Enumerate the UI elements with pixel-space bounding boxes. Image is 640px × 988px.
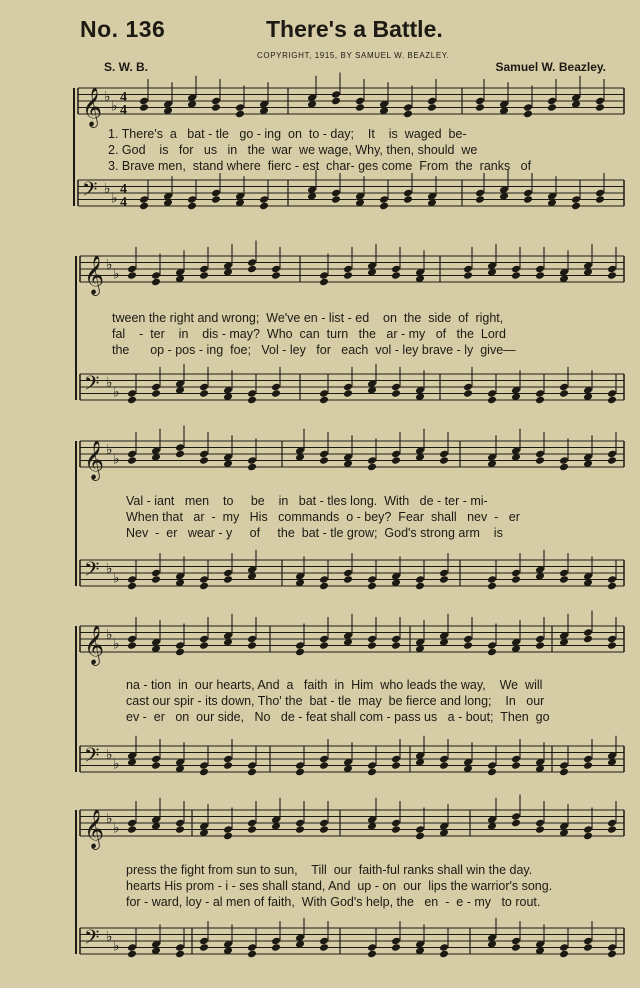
flat-icon: ♭ [106,810,113,827]
treble-clef-icon: 𝄞 [84,255,105,295]
flat-icon: ♭ [113,820,120,837]
lyric-line: na - tion in our hearts, And a faith in Him who leads the way, We will [126,678,543,692]
note-head [199,641,209,650]
hymn-title: There's a Battle. [266,16,443,42]
time-signature-top: 4 [120,90,127,105]
time-signature-bottom: 4 [120,195,127,210]
note-head [247,463,257,472]
bass-clef-icon: 𝄢 [82,177,98,206]
note-head [439,456,449,465]
hymn-number: No. 136 [80,16,166,42]
note-head [199,582,209,591]
note-head [607,582,617,591]
flat-icon: ♭ [113,384,120,401]
note-head [559,463,569,472]
note-head [391,761,401,770]
note-head [391,943,401,952]
lyric-line: hearts His prom - i - ses shall stand, And up - on our lips the warrior's song. [126,879,553,893]
note-head [319,582,329,591]
note-head [391,641,401,650]
note-head [295,768,305,777]
note-head [391,456,401,465]
flat-icon: ♭ [106,441,113,458]
note-head [259,202,269,211]
lyric-line: 1. There's a bat - tle go - ing on to - day; It is waged be- [108,127,467,141]
note-head [535,396,545,405]
note-head [403,110,413,119]
note-head [511,943,521,952]
flat-icon: ♭ [113,451,120,468]
note-head [607,456,617,465]
note-head [535,825,545,834]
note-head [271,943,281,952]
treble-clef-icon: 𝄞 [84,625,105,665]
flat-icon: ♭ [113,570,120,587]
note-head [175,450,185,459]
note-head [127,582,137,591]
note-head [223,832,233,841]
note-head [607,396,617,405]
time-signature-top: 4 [120,182,127,197]
bass-clef-icon: 𝄢 [84,371,100,400]
note-head [247,950,257,959]
lyric-line: for - ward, loy - al men of faith, With God's help, the en - e - my to rout. [126,895,541,909]
note-head [559,950,569,959]
note-head [367,950,377,959]
flat-icon: ♭ [106,560,113,577]
note-head [475,195,485,204]
note-head [319,456,329,465]
note-head [319,641,329,650]
bass-clef-icon: 𝄢 [84,557,100,586]
note-head [511,761,521,770]
note-head [487,582,497,591]
note-head [463,641,473,650]
time-signature-bottom: 4 [120,103,127,118]
note-head [127,825,137,834]
note-head [595,103,605,112]
note-head [331,97,341,106]
note-head [607,825,617,834]
words-author: S. W. B. [104,60,149,74]
lyric-line: ev - er on our side, No de - feat shall com - pass us a - bout; Then go [126,710,550,724]
note-head [127,641,137,650]
note-head [187,202,197,211]
note-head [523,195,533,204]
note-head [559,389,569,398]
flat-icon: ♭ [111,98,118,115]
note-head [595,195,605,204]
lyric-line: cast our spir - its down, Tho' the bat - tle may be fierce and long; In our [126,694,545,708]
note-head [583,761,593,770]
note-head [607,641,617,650]
flat-icon: ♭ [106,746,113,763]
flat-icon: ♭ [104,180,111,197]
note-head [535,271,545,280]
bass-clef-icon: 𝄢 [84,743,100,772]
note-head [463,389,473,398]
note-head [367,582,377,591]
note-head [199,389,209,398]
lyric-line: Nev - er wear - y of the bat - tle grow; God's strong arm is [126,526,503,540]
note-head [175,648,185,657]
note-head [319,943,329,952]
note-head [403,195,413,204]
note-head [223,575,233,584]
note-head [247,641,257,650]
lyric-line: the op - pos - ing foe; Vol - ley for each vol - ley brave - ly give— [112,343,516,357]
note-head [439,950,449,959]
flat-icon: ♭ [111,190,118,207]
note-head [211,103,221,112]
lyric-line: tween the right and wrong; We've en - list - ed on the side of right, [112,311,504,325]
note-head [511,575,521,584]
note-head [367,463,377,472]
note-head [367,641,377,650]
note-head [475,103,485,112]
copyright-line: COPYRIGHT, 1915, BY SAMUEL W. BEAZLEY. [257,51,450,60]
note-head [439,575,449,584]
note-head [199,768,209,777]
bass-clef-icon: 𝄢 [84,925,100,954]
note-head [151,389,161,398]
note-head [139,202,149,211]
note-head [343,271,353,280]
note-head [607,271,617,280]
note-head [199,943,209,952]
music-composer: Samuel W. Beazley. [495,60,606,74]
note-head [463,271,473,280]
note-head [511,271,521,280]
note-head [439,761,449,770]
note-head [175,825,185,834]
note-head [199,456,209,465]
note-head [511,819,521,828]
note-head [235,110,245,119]
note-head [211,195,221,204]
note-head [319,396,329,405]
note-head [343,575,353,584]
flat-icon: ♭ [106,256,113,273]
note-head [319,825,329,834]
note-head [427,103,437,112]
note-head [607,950,617,959]
note-head [247,768,257,777]
flat-icon: ♭ [106,374,113,391]
note-head [271,389,281,398]
note-head [139,103,149,112]
note-head [223,761,233,770]
note-head [487,648,497,657]
lyric-line: When that ar - my His commands o - bey? Fear shall nev - er [126,510,520,524]
note-head [247,825,257,834]
note-head [559,768,569,777]
lyric-line: press the fight from sun to sun, Till our faith-ful ranks shall win the day. [126,863,533,877]
note-head [391,389,401,398]
note-head [199,271,209,280]
note-head [415,582,425,591]
note-head [487,396,497,405]
note-head [379,202,389,211]
note-head [343,389,353,398]
flat-icon: ♭ [104,88,111,105]
note-head [367,768,377,777]
treble-clef-icon: 𝄞 [84,809,105,849]
note-head [571,202,581,211]
note-head [523,110,533,119]
note-head [127,396,137,405]
lyric-line: 2. God is for us in the war we wage, Why, then, should we [108,143,478,157]
note-head [295,825,305,834]
note-head [295,648,305,657]
note-head [583,635,593,644]
flat-icon: ♭ [113,636,120,653]
note-head [127,950,137,959]
note-head [547,103,557,112]
note-head [151,761,161,770]
note-head [391,825,401,834]
note-head [391,271,401,280]
note-head [271,271,281,280]
note-head [127,271,137,280]
note-head [535,641,545,650]
note-head [319,278,329,287]
lyric-line: 3. Brave men, stand where fierc - est char- ges come From the ranks of [108,159,532,173]
note-head [151,575,161,584]
note-head [415,832,425,841]
note-head [559,575,569,584]
note-head [355,103,365,112]
flat-icon: ♭ [106,928,113,945]
note-head [127,456,137,465]
note-head [535,456,545,465]
note-head [175,950,185,959]
lyric-line: fal - ter in dis - may? Who can turn the ar - my of the Lord [112,327,506,341]
note-head [247,396,257,405]
note-head [151,278,161,287]
note-head [319,761,329,770]
note-head [583,943,593,952]
flat-icon: ♭ [113,938,120,955]
flat-icon: ♭ [113,266,120,283]
treble-clef-icon: 𝄞 [84,440,105,480]
note-head [331,195,341,204]
flat-icon: ♭ [106,626,113,643]
flat-icon: ♭ [113,756,120,773]
note-head [487,768,497,777]
treble-clef-icon: 𝄞 [82,87,103,127]
note-head [247,265,257,274]
lyric-line: Val - iant men to be in bat - tles long. With de - ter - mi- [126,494,488,508]
note-head [583,832,593,841]
